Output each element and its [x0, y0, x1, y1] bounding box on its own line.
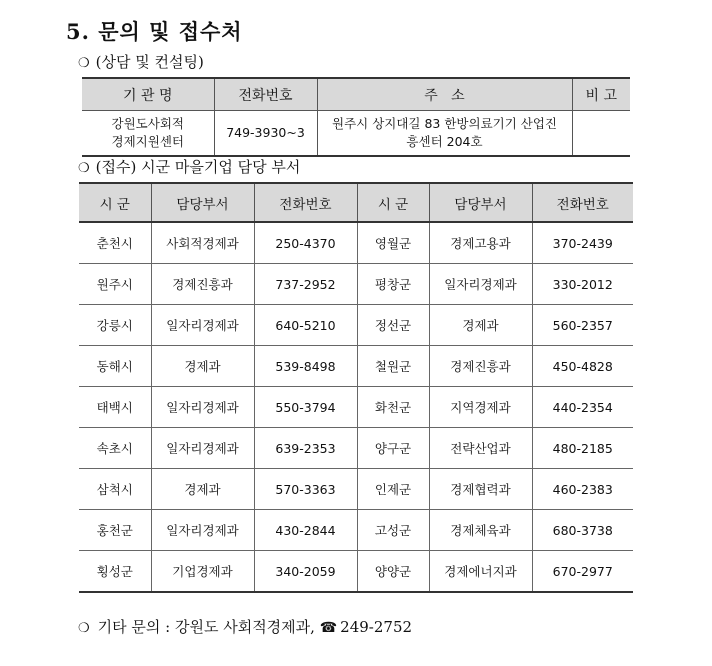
column-header: 시 군: [79, 183, 151, 222]
department-cell: 일자리경제과: [151, 305, 254, 346]
table-header-row: [79, 183, 633, 222]
city-cell: 속초시: [79, 428, 151, 469]
phone-icon: ☎: [319, 620, 338, 636]
department-cell: 경제진흥과: [429, 346, 532, 387]
city-cell: 화천군: [357, 387, 429, 428]
column-header: 전화번호: [532, 183, 633, 222]
department-cell: 경제협력과: [429, 469, 532, 510]
city-cell: 양양군: [357, 551, 429, 593]
reception-title: (접수) 시군 마을기업 담당 부서: [95, 158, 301, 176]
phone-cell: 680-3738: [532, 510, 633, 551]
table-row: [79, 264, 633, 305]
department-cell: 경제진흥과: [151, 264, 254, 305]
table-row: [79, 551, 633, 593]
circle-bullet-icon: ❍: [78, 56, 90, 71]
phone-cell: 737-2952: [254, 264, 357, 305]
phone-cell: 480-2185: [532, 428, 633, 469]
phone-cell: 560-2357: [532, 305, 633, 346]
column-header: 주 소: [317, 78, 572, 111]
department-cell: 사회적경제과: [151, 222, 254, 264]
footer-contact: [78, 616, 412, 637]
city-cell: 삼척시: [79, 469, 151, 510]
department-cell: 일자리경제과: [429, 264, 532, 305]
footer-text: 기타 문의 : 강원도 사회적경제과,: [97, 618, 315, 636]
table-row: [79, 510, 633, 551]
consulting-table: [82, 77, 630, 157]
city-cell: 춘천시: [79, 222, 151, 264]
phone-cell: 539-8498: [254, 346, 357, 387]
phone-cell: 460-2383: [532, 469, 633, 510]
department-cell: 경제고용과: [429, 222, 532, 264]
department-cell: 경제과: [151, 469, 254, 510]
city-cell: 횡성군: [79, 551, 151, 593]
circle-bullet-icon: ❍: [78, 621, 90, 636]
department-cell: 경제에너지과: [429, 551, 532, 593]
department-cell: 기업경제과: [151, 551, 254, 593]
city-cell: 양구군: [357, 428, 429, 469]
phone-cell: 450-4828: [532, 346, 633, 387]
table-row: [79, 222, 633, 264]
column-header: 담당부서: [151, 183, 254, 222]
table-row: [79, 428, 633, 469]
table-row: [79, 469, 633, 510]
department-cell: 일자리경제과: [151, 387, 254, 428]
city-cell: 원주시: [79, 264, 151, 305]
department-cell: 일자리경제과: [151, 428, 254, 469]
column-header: 시 군: [357, 183, 429, 222]
city-cell: 강릉시: [79, 305, 151, 346]
table-row: [79, 387, 633, 428]
department-cell: 일자리경제과: [151, 510, 254, 551]
section-heading: 5. 문의 및 접수처: [66, 19, 243, 44]
phone-cell: 749-3930~3: [214, 111, 317, 157]
city-cell: 정선군: [357, 305, 429, 346]
city-cell: 동해시: [79, 346, 151, 387]
phone-cell: 440-2354: [532, 387, 633, 428]
column-header: 기 관 명: [82, 78, 214, 111]
column-header: 비 고: [572, 78, 630, 111]
department-cell: 지역경제과: [429, 387, 532, 428]
department-cell: 경제체육과: [429, 510, 532, 551]
department-cell: 전략산업과: [429, 428, 532, 469]
reception-table: [79, 182, 633, 593]
phone-cell: 340-2059: [254, 551, 357, 593]
table-header-row: [82, 78, 630, 111]
phone-cell: 639-2353: [254, 428, 357, 469]
column-header: 전화번호: [254, 183, 357, 222]
city-cell: 철원군: [357, 346, 429, 387]
note-cell: [572, 111, 630, 157]
consulting-title: (상담 및 컨설팅): [95, 53, 204, 71]
column-header: 전화번호: [214, 78, 317, 111]
phone-cell: 570-3363: [254, 469, 357, 510]
column-header: 담당부서: [429, 183, 532, 222]
consulting-label: [78, 51, 204, 72]
city-cell: 인제군: [357, 469, 429, 510]
department-cell: 경제과: [429, 305, 532, 346]
address-cell: 원주시 상지대길 83 한방의료기기 산업진 흥센터 204호: [317, 111, 572, 157]
city-cell: 영월군: [357, 222, 429, 264]
department-cell: 경제과: [151, 346, 254, 387]
phone-cell: 250-4370: [254, 222, 357, 264]
table-row: [82, 111, 630, 157]
city-cell: 고성군: [357, 510, 429, 551]
phone-cell: 330-2012: [532, 264, 633, 305]
city-cell: 평창군: [357, 264, 429, 305]
phone-cell: 670-2977: [532, 551, 633, 593]
phone-cell: 430-2844: [254, 510, 357, 551]
reception-label: [78, 156, 300, 177]
org-name-cell: 강원도사회적 경제지원센터: [82, 111, 214, 157]
table-row: [79, 305, 633, 346]
phone-cell: 640-5210: [254, 305, 357, 346]
footer-phone: 249-2752: [340, 618, 413, 636]
city-cell: 태백시: [79, 387, 151, 428]
phone-cell: 550-3794: [254, 387, 357, 428]
circle-bullet-icon: ❍: [78, 161, 90, 176]
phone-cell: 370-2439: [532, 222, 633, 264]
city-cell: 홍천군: [79, 510, 151, 551]
table-row: [79, 346, 633, 387]
